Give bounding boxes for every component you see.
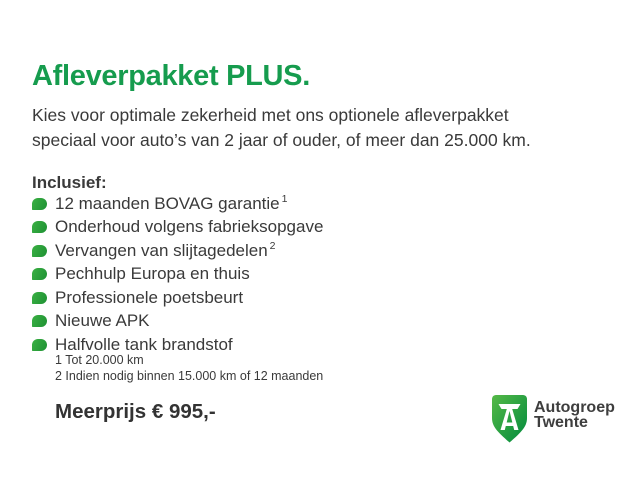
checklist-item <box>32 192 325 216</box>
autogroep-twente-logo <box>492 395 622 445</box>
checklist <box>32 192 325 357</box>
leaf-bullet-icon <box>32 339 47 351</box>
leaf-bullet-icon <box>32 198 47 210</box>
checklist-item-label: 12 maanden BOVAG garantie <box>55 193 280 213</box>
logo-wordmark-line-1: Autogroep <box>534 399 615 416</box>
checklist-item-label: Pechhulp Europa en thuis <box>55 264 250 284</box>
intro-line-1: Kies voor optimale zekerheid met ons optionele afleverpakket <box>32 105 509 125</box>
page-title: Afleverpakket PLUS. <box>32 60 310 92</box>
checklist-item-label: Halfvolle tank brandstof <box>55 334 233 354</box>
price-label: Meerprijs € 995,- <box>55 400 216 423</box>
checklist-item <box>32 263 325 287</box>
checklist-item <box>32 310 325 334</box>
footnotes <box>55 353 323 384</box>
shield-a-icon <box>492 395 527 443</box>
footnote-line-1: 1 Tot 20.000 km <box>55 353 144 367</box>
intro-line-2: speciaal voor auto’s van 2 jaar of ouder, of meer dan 25.000 km. <box>32 130 531 150</box>
leaf-bullet-icon <box>32 292 47 304</box>
checklist-item-label: Vervangen van slijtagedelen <box>55 240 268 260</box>
leaf-bullet-icon <box>32 221 47 233</box>
footnote-marker: 1 <box>281 192 288 205</box>
inclusief-heading: Inclusief: <box>32 173 107 192</box>
checklist-item-label: Nieuwe APK <box>55 311 150 331</box>
checklist-item-label: Professionele poetsbeurt <box>55 287 244 307</box>
leaf-bullet-icon <box>32 245 47 257</box>
checklist-item <box>32 286 325 310</box>
checklist-item <box>32 239 325 263</box>
leaf-bullet-icon <box>32 315 47 327</box>
checklist-item-label: Onderhoud volgens fabrieksopgave <box>55 217 324 237</box>
footnote-marker: 2 <box>269 239 276 252</box>
logo-wordmark-line-2: Twente <box>534 414 588 431</box>
logo-wordmark <box>534 400 615 430</box>
checklist-item <box>32 216 325 240</box>
leaf-bullet-icon <box>32 268 47 280</box>
footnote-line-2: 2 Indien nodig binnen 15.000 km of 12 maanden <box>55 368 324 383</box>
intro-paragraph <box>32 103 531 153</box>
